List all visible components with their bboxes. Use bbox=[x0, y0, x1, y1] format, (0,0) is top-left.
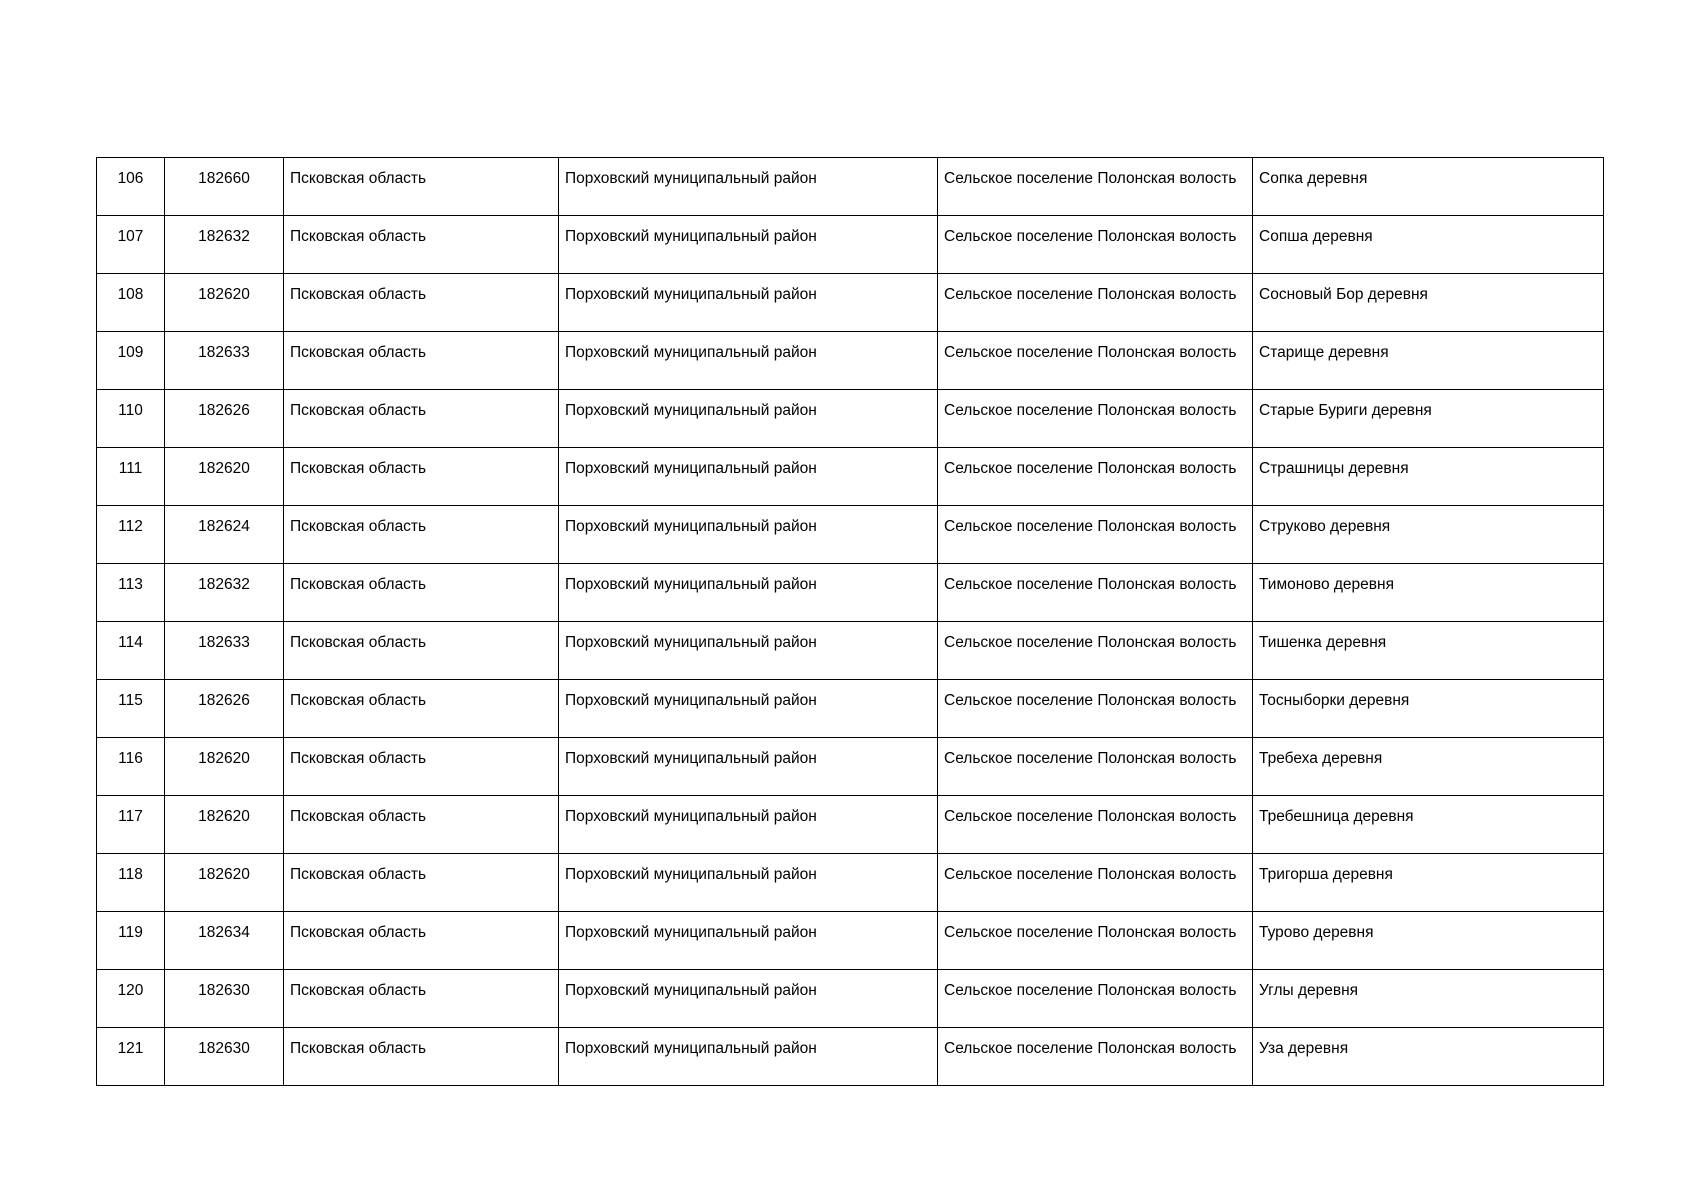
region-cell: Псковская область bbox=[284, 332, 559, 390]
settlement-cell: Сельское поселение Полонская волость bbox=[938, 854, 1253, 912]
district-cell: Порховский муниципальный район bbox=[559, 912, 938, 970]
settlement-cell: Сельское поселение Полонская волость bbox=[938, 912, 1253, 970]
locality-cell: Сопша деревня bbox=[1253, 216, 1604, 274]
region-cell: Псковская область bbox=[284, 448, 559, 506]
table-body bbox=[97, 158, 1604, 1086]
district-cell: Порховский муниципальный район bbox=[559, 448, 938, 506]
district-cell: Порховский муниципальный район bbox=[559, 274, 938, 332]
settlement-cell: Сельское поселение Полонская волость bbox=[938, 564, 1253, 622]
settlement-cell: Сельское поселение Полонская волость bbox=[938, 274, 1253, 332]
locality-cell: Старые Буриги деревня bbox=[1253, 390, 1604, 448]
district-cell: Порховский муниципальный район bbox=[559, 854, 938, 912]
postal-index-cell: 182620 bbox=[165, 448, 284, 506]
region-cell: Псковская область bbox=[284, 564, 559, 622]
locality-cell: Тригорша деревня bbox=[1253, 854, 1604, 912]
postal-index-cell: 182660 bbox=[165, 158, 284, 216]
table-row bbox=[97, 332, 1604, 390]
table-row bbox=[97, 564, 1604, 622]
table-row bbox=[97, 274, 1604, 332]
table-row bbox=[97, 796, 1604, 854]
region-cell: Псковская область bbox=[284, 796, 559, 854]
district-cell: Порховский муниципальный район bbox=[559, 216, 938, 274]
table-row bbox=[97, 216, 1604, 274]
settlement-cell: Сельское поселение Полонская волость bbox=[938, 216, 1253, 274]
table-row bbox=[97, 390, 1604, 448]
row-number-cell: 118 bbox=[97, 854, 165, 912]
postal-index-cell: 182633 bbox=[165, 622, 284, 680]
postal-index-cell: 182620 bbox=[165, 796, 284, 854]
locality-cell: Уза деревня bbox=[1253, 1028, 1604, 1086]
region-cell: Псковская область bbox=[284, 912, 559, 970]
postal-index-cell: 182630 bbox=[165, 1028, 284, 1086]
district-cell: Порховский муниципальный район bbox=[559, 622, 938, 680]
row-number-cell: 119 bbox=[97, 912, 165, 970]
region-cell: Псковская область bbox=[284, 390, 559, 448]
postal-index-cell: 182634 bbox=[165, 912, 284, 970]
address-table bbox=[96, 157, 1604, 1086]
table-row bbox=[97, 448, 1604, 506]
district-cell: Порховский муниципальный район bbox=[559, 738, 938, 796]
row-number-cell: 117 bbox=[97, 796, 165, 854]
settlement-cell: Сельское поселение Полонская волость bbox=[938, 1028, 1253, 1086]
table-row bbox=[97, 738, 1604, 796]
settlement-cell: Сельское поселение Полонская волость bbox=[938, 680, 1253, 738]
locality-cell: Сосновый Бор деревня bbox=[1253, 274, 1604, 332]
district-cell: Порховский муниципальный район bbox=[559, 970, 938, 1028]
row-number-cell: 106 bbox=[97, 158, 165, 216]
region-cell: Псковская область bbox=[284, 970, 559, 1028]
settlement-cell: Сельское поселение Полонская волость bbox=[938, 970, 1253, 1028]
row-number-cell: 114 bbox=[97, 622, 165, 680]
region-cell: Псковская область bbox=[284, 274, 559, 332]
postal-index-cell: 182620 bbox=[165, 854, 284, 912]
settlement-cell: Сельское поселение Полонская волость bbox=[938, 506, 1253, 564]
row-number-cell: 107 bbox=[97, 216, 165, 274]
postal-index-cell: 182626 bbox=[165, 680, 284, 738]
postal-index-cell: 182633 bbox=[165, 332, 284, 390]
postal-index-cell: 182632 bbox=[165, 564, 284, 622]
district-cell: Порховский муниципальный район bbox=[559, 564, 938, 622]
row-number-cell: 121 bbox=[97, 1028, 165, 1086]
row-number-cell: 113 bbox=[97, 564, 165, 622]
table-row bbox=[97, 622, 1604, 680]
settlement-cell: Сельское поселение Полонская волость bbox=[938, 390, 1253, 448]
postal-index-cell: 182624 bbox=[165, 506, 284, 564]
locality-cell: Углы деревня bbox=[1253, 970, 1604, 1028]
settlement-cell: Сельское поселение Полонская волость bbox=[938, 622, 1253, 680]
region-cell: Псковская область bbox=[284, 680, 559, 738]
locality-cell: Тимоново деревня bbox=[1253, 564, 1604, 622]
row-number-cell: 112 bbox=[97, 506, 165, 564]
locality-cell: Струково деревня bbox=[1253, 506, 1604, 564]
table-row bbox=[97, 680, 1604, 738]
locality-cell: Старище деревня bbox=[1253, 332, 1604, 390]
row-number-cell: 120 bbox=[97, 970, 165, 1028]
settlement-cell: Сельское поселение Полонская волость bbox=[938, 796, 1253, 854]
district-cell: Порховский муниципальный район bbox=[559, 332, 938, 390]
table-row bbox=[97, 506, 1604, 564]
locality-cell: Требеха деревня bbox=[1253, 738, 1604, 796]
settlement-cell: Сельское поселение Полонская волость bbox=[938, 158, 1253, 216]
district-cell: Порховский муниципальный район bbox=[559, 1028, 938, 1086]
locality-cell: Сопка деревня bbox=[1253, 158, 1604, 216]
row-number-cell: 108 bbox=[97, 274, 165, 332]
postal-index-cell: 182620 bbox=[165, 738, 284, 796]
row-number-cell: 110 bbox=[97, 390, 165, 448]
settlement-cell: Сельское поселение Полонская волость bbox=[938, 448, 1253, 506]
district-cell: Порховский муниципальный район bbox=[559, 680, 938, 738]
region-cell: Псковская область bbox=[284, 622, 559, 680]
district-cell: Порховский муниципальный район bbox=[559, 796, 938, 854]
row-number-cell: 115 bbox=[97, 680, 165, 738]
row-number-cell: 111 bbox=[97, 448, 165, 506]
postal-index-cell: 182620 bbox=[165, 274, 284, 332]
table-row bbox=[97, 1028, 1604, 1086]
district-cell: Порховский муниципальный район bbox=[559, 506, 938, 564]
region-cell: Псковская область bbox=[284, 854, 559, 912]
table-row bbox=[97, 158, 1604, 216]
district-cell: Порховский муниципальный район bbox=[559, 390, 938, 448]
table-row bbox=[97, 854, 1604, 912]
region-cell: Псковская область bbox=[284, 158, 559, 216]
locality-cell: Страшницы деревня bbox=[1253, 448, 1604, 506]
row-number-cell: 116 bbox=[97, 738, 165, 796]
postal-index-cell: 182632 bbox=[165, 216, 284, 274]
region-cell: Псковская область bbox=[284, 506, 559, 564]
locality-cell: Тосныборки деревня bbox=[1253, 680, 1604, 738]
locality-cell: Тишенка деревня bbox=[1253, 622, 1604, 680]
table-row bbox=[97, 912, 1604, 970]
locality-cell: Требешница деревня bbox=[1253, 796, 1604, 854]
postal-index-cell: 182626 bbox=[165, 390, 284, 448]
settlement-cell: Сельское поселение Полонская волость bbox=[938, 738, 1253, 796]
locality-cell: Турово деревня bbox=[1253, 912, 1604, 970]
postal-index-cell: 182630 bbox=[165, 970, 284, 1028]
region-cell: Псковская область bbox=[284, 1028, 559, 1086]
row-number-cell: 109 bbox=[97, 332, 165, 390]
district-cell: Порховский муниципальный район bbox=[559, 158, 938, 216]
region-cell: Псковская область bbox=[284, 738, 559, 796]
settlement-cell: Сельское поселение Полонская волость bbox=[938, 332, 1253, 390]
table-row bbox=[97, 970, 1604, 1028]
region-cell: Псковская область bbox=[284, 216, 559, 274]
